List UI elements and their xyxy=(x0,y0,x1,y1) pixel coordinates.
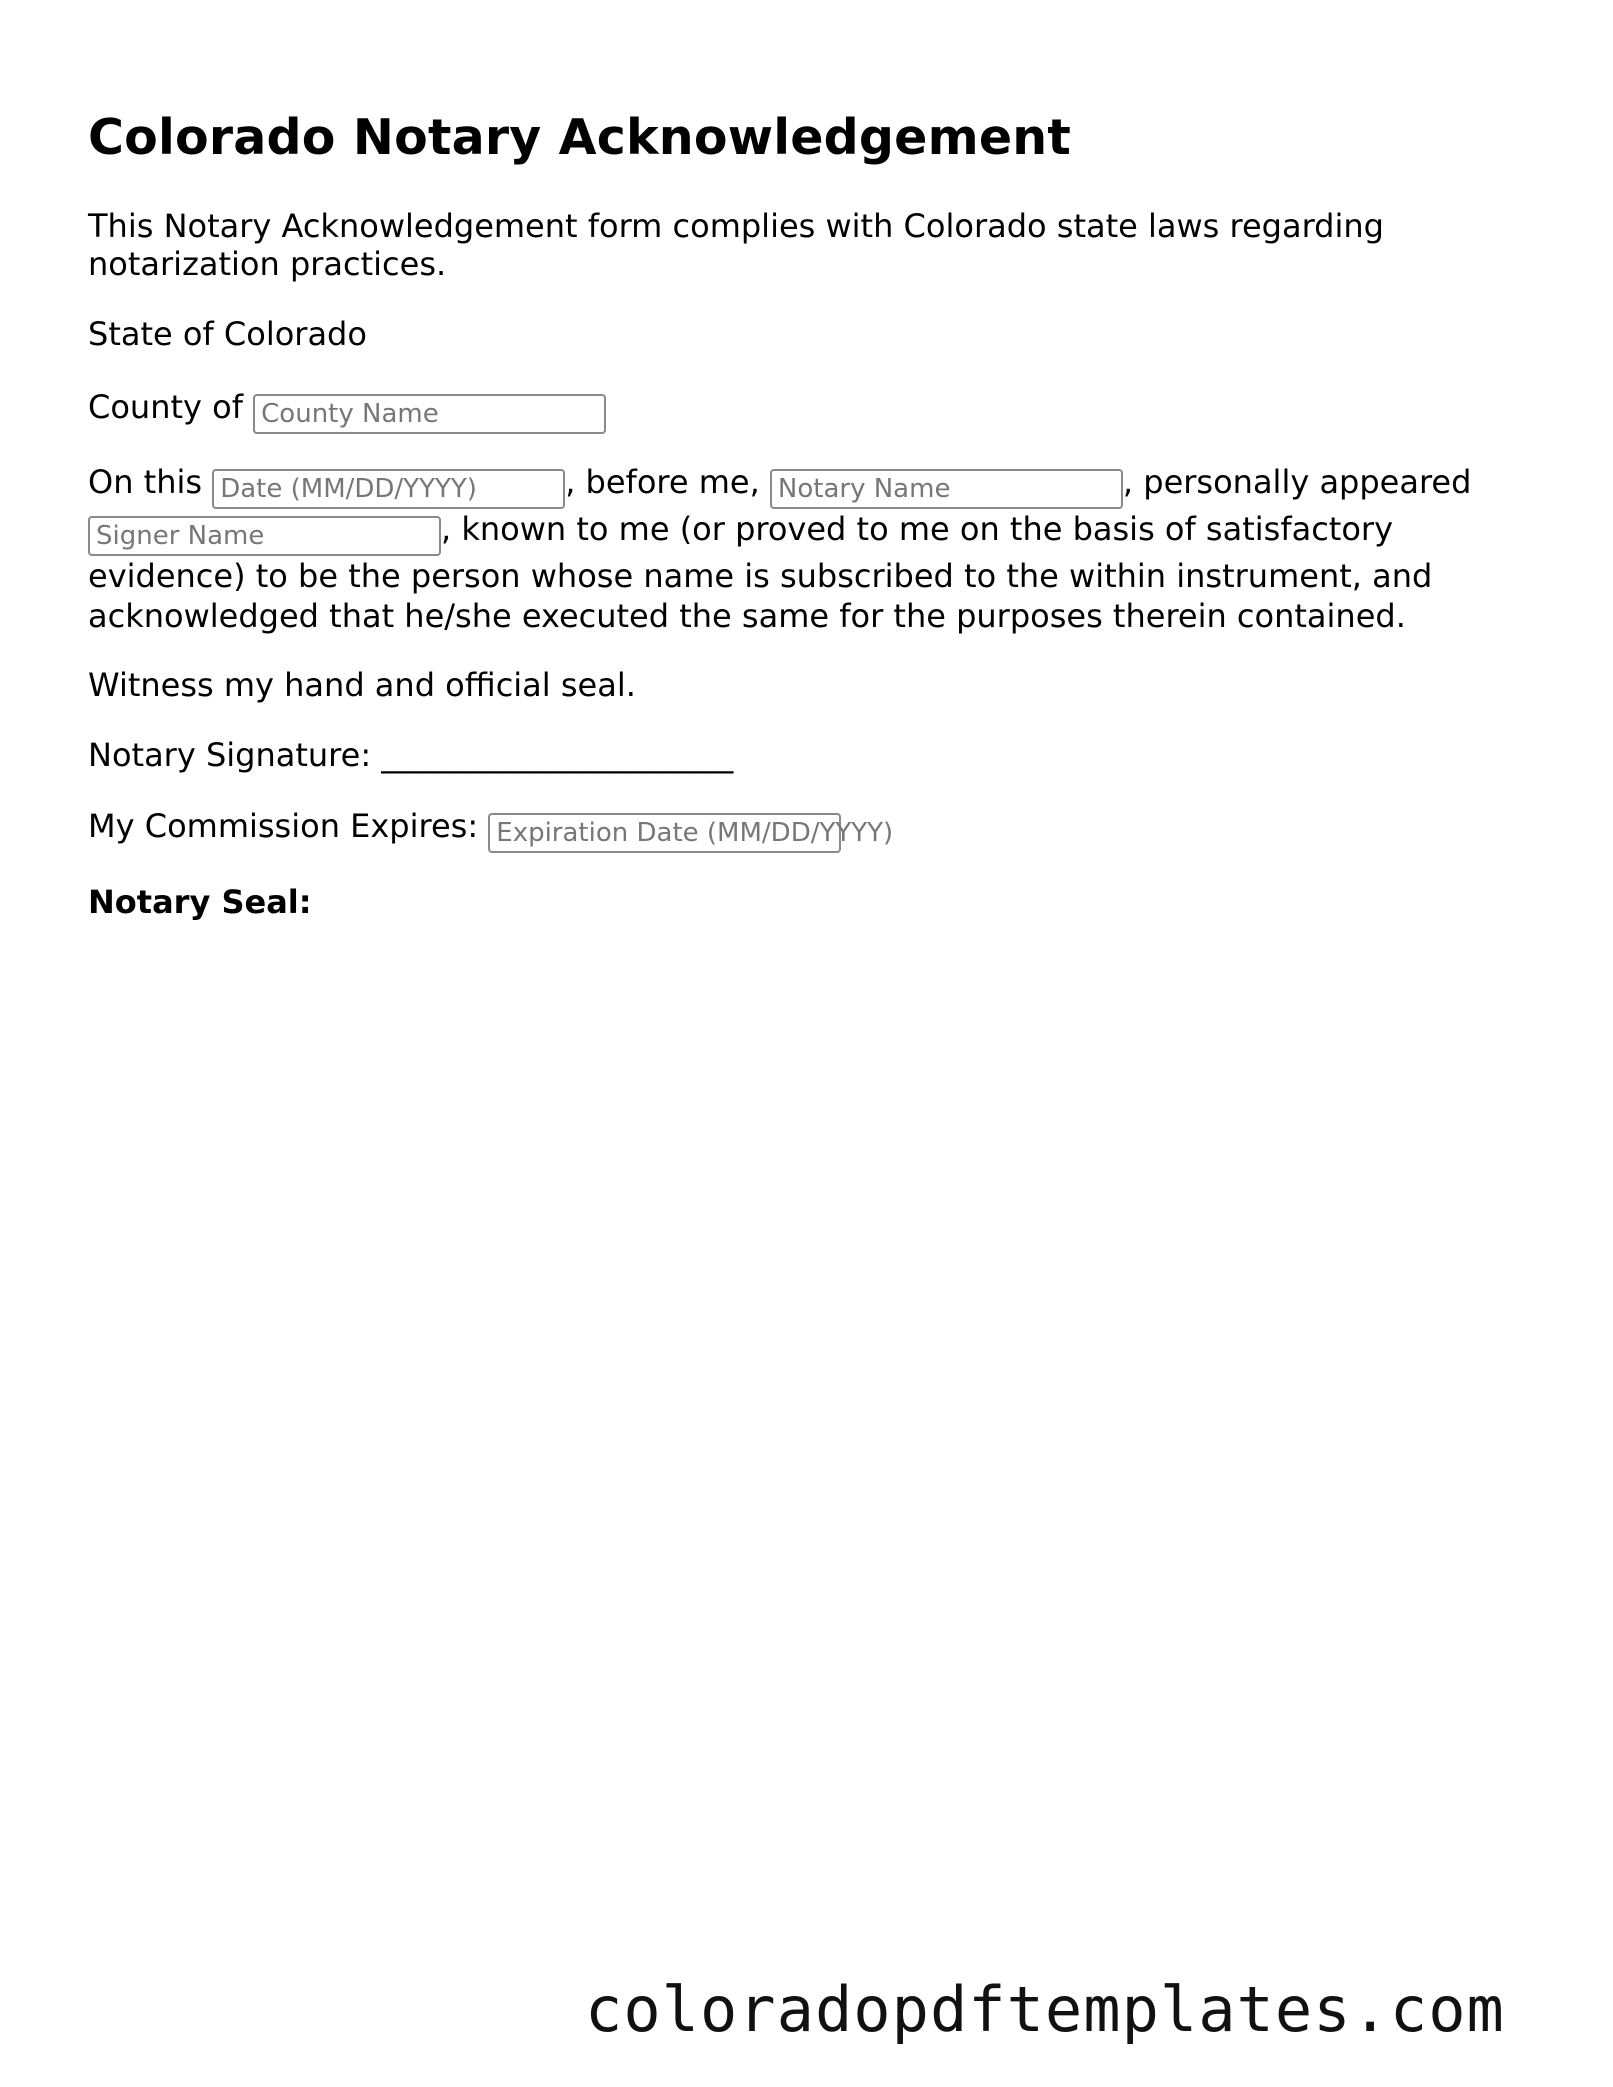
before-me-text: , before me, xyxy=(565,463,760,501)
state-line: State of Colorado xyxy=(88,315,367,353)
county-input[interactable]: County Name xyxy=(253,394,606,434)
on-this-text: On this xyxy=(88,463,203,501)
document-page xyxy=(88,105,1508,921)
notary-seal-label: Notary Seal: xyxy=(88,883,312,921)
expires-label: My Commission Expires: xyxy=(88,807,479,845)
acknowledgement-rest-text: , known to me (or proved to me on the basis of satisfactory evidence) to be the person whose name is subscribed to the within instrument, and acknowledged that he/she executed the same for the purposes therein contained. xyxy=(88,510,1433,635)
intro-text: This Notary Acknowledgement form complies with Colorado state laws regarding notarization practices. xyxy=(88,207,1384,283)
signer-name-input[interactable]: Signer Name xyxy=(88,516,441,556)
signature-row xyxy=(88,736,1508,774)
acknowledgement-paragraph xyxy=(88,462,1508,636)
footer-watermark: coloradopdftemplates.com xyxy=(585,1973,1505,2046)
signature-label: Notary Signature: xyxy=(88,736,372,774)
page-title: Colorado Notary Acknowledgement xyxy=(88,109,1072,166)
notary-name-input[interactable]: Notary Name xyxy=(770,469,1123,509)
personally-appeared-text: , personally appeared xyxy=(1122,463,1472,501)
county-row xyxy=(88,385,1508,434)
expires-row xyxy=(88,804,1508,853)
witness-text: Witness my hand and official seal. xyxy=(88,666,636,704)
date-input[interactable]: Date (MM/DD/YYYY) xyxy=(212,469,565,509)
signature-line[interactable]: ______________________ xyxy=(381,736,734,774)
county-label: County of xyxy=(88,388,243,426)
expiration-date-input[interactable]: Expiration Date (MM/DD/YYYY) xyxy=(488,813,841,853)
